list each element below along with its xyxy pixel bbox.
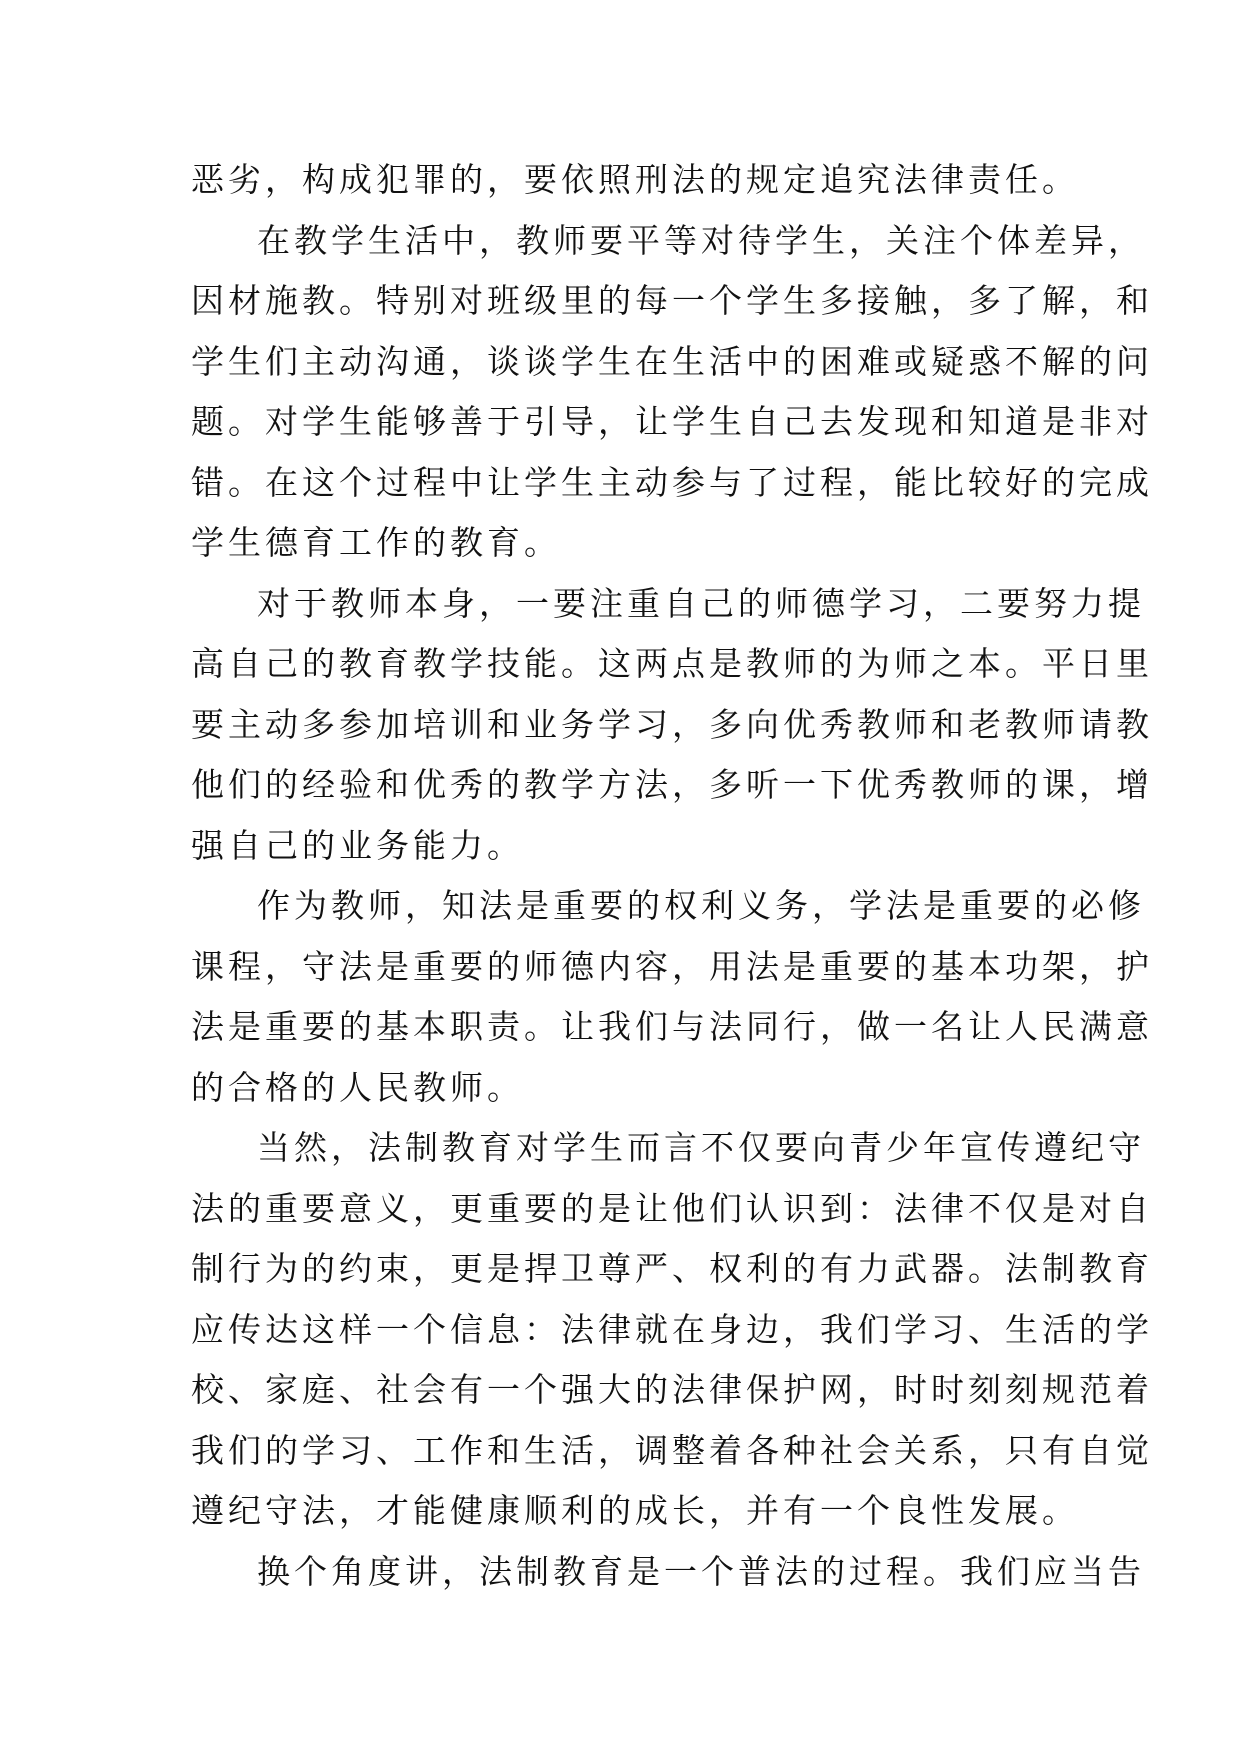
- text-line: 的合格的人民教师。: [191, 1067, 524, 1107]
- text-line: 要主动多参加培训和业务学习，多向优秀教师和老教师请教: [191, 704, 1153, 744]
- text-line: 课程，守法是重要的师德内容，用法是重要的基本功架，护: [191, 946, 1153, 986]
- text-line: 题。对学生能够善于引导，让学生自己去发现和知道是非对: [191, 402, 1153, 441]
- paragraph-first-line: 换个角度讲，法制教育是一个普法的过程。我们应当告: [257, 1551, 1145, 1591]
- body-text: [191, 150, 1153, 1602]
- text-line: 恶劣，构成犯罪的，要依照刑法的规定追究法律责任。: [191, 160, 1079, 199]
- text-line: 学生们主动沟通，谈谈学生在生活中的困难或疑惑不解的问: [191, 341, 1153, 381]
- paragraph-first-line: 在教学生活中，教师要平等对待学生，关注个体差异，: [257, 220, 1145, 260]
- text-line: 校、家庭、社会有一个强大的法律保护网，时时刻刻规范着: [191, 1370, 1153, 1409]
- text-line: 我们的学习、工作和生活，调整着各种社会关系，只有自觉: [191, 1430, 1153, 1470]
- paragraph-first-line: 作为教师，知法是重要的权利义务，学法是重要的必修: [257, 886, 1145, 925]
- text-line: 法的重要意义，更重要的是让他们认识到：法律不仅是对自: [191, 1188, 1153, 1228]
- paragraph-first-line: 对于教师本身，一要注重自己的师德学习，二要努力提: [257, 583, 1145, 623]
- text-line: 错。在这个过程中让学生主动参与了过程，能比较好的完成: [191, 462, 1153, 502]
- text-line: 应传达这样一个信息：法律就在身边，我们学习、生活的学: [191, 1309, 1153, 1349]
- text-line: 制行为的约束，更是捍卫尊严、权利的有力武器。法制教育: [191, 1249, 1153, 1288]
- text-line: 强自己的业务能力。: [191, 825, 524, 865]
- text-line: 他们的经验和优秀的教学方法，多听一下优秀教师的课，增: [191, 765, 1153, 804]
- paragraph-first-line: 当然，法制教育对学生而言不仅要向青少年宣传遵纪守: [257, 1128, 1145, 1167]
- text-line: 高自己的教育教学技能。这两点是教师的为师之本。平日里: [191, 644, 1153, 683]
- text-line: 学生德育工作的教育。: [191, 523, 561, 562]
- text-line: 因材施教。特别对班级里的每一个学生多接触，多了解，和: [191, 281, 1153, 320]
- text-line: 法是重要的基本职责。让我们与法同行，做一名让人民满意: [191, 1007, 1153, 1046]
- text-line: 遵纪守法，才能健康顺利的成长，并有一个良性发展。: [191, 1491, 1079, 1530]
